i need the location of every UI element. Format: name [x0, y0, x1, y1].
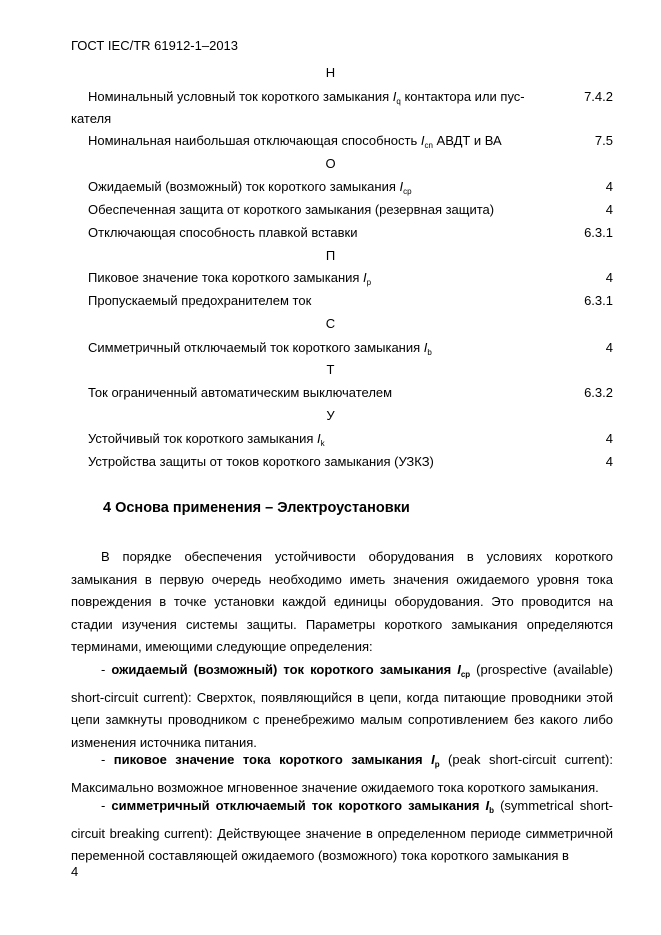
- index-entry: [88, 431, 613, 447]
- index-entry: [88, 89, 613, 105]
- entry-text: Пропускаемый предохранителем ток: [88, 293, 312, 308]
- definition-term: пиковое значение тока короткого замыкания: [113, 752, 432, 767]
- entry-text: Номинальный условный ток короткого замыкания $I_q$ контактора или пус-: [88, 89, 525, 106]
- index-entry: [88, 340, 613, 356]
- entry-page-ref: 6.3.1: [584, 225, 613, 240]
- entry-page-ref: 4: [605, 202, 613, 217]
- entry-text: Устойчивый ток короткого замыкания $I_k$: [88, 431, 325, 448]
- entry-page-ref: 7.4.2: [584, 89, 613, 104]
- index-letter-o: О: [325, 156, 336, 171]
- definition-peak-current: - пиковое значение тока короткого замыкания $I_p$ (peak short-circuit current): Максимально возможное мгновенное значение ожидаемого тока короткого замыкания.: [71, 752, 613, 795]
- index-entry-continuation: кателя: [71, 111, 112, 126]
- index-letter-s: С: [325, 316, 336, 331]
- entry-page-ref: 4: [605, 454, 613, 469]
- entry-page-ref: 6.3.2: [584, 385, 613, 400]
- definition-term: ожидаемый (возможный) ток короткого замыкания: [111, 662, 458, 677]
- page-number: 4: [71, 864, 79, 879]
- entry-page-ref: 6.3.1: [584, 293, 613, 308]
- index-entry: [88, 133, 613, 149]
- index-letter-n: Н: [325, 65, 336, 80]
- entry-page-ref: 7.5: [594, 133, 613, 148]
- entry-page-ref: 4: [605, 179, 613, 194]
- definition-symmetrical-breaking-current: - симметричный отключаемый ток короткого замыкания $I_b$ (symmetrical short-circuit breaking current): Действующее значение в определенном периоде симметричной переменной составляющей ожидаемого (возможного) тока короткого замыкания в: [71, 798, 613, 864]
- entry-page-ref: 4: [605, 340, 613, 355]
- entry-text: Номинальная наибольшая отключающая способность $I_{cn}$ АВДТ и ВА: [88, 133, 502, 150]
- index-entry: [88, 225, 613, 241]
- index-letter-t: Т: [326, 362, 335, 377]
- entry-text: Обеспеченная защита от короткого замыкания (резервная защита): [88, 202, 495, 217]
- index-entry: [88, 202, 613, 218]
- index-entry: [88, 385, 613, 401]
- page-header: ГОСТ IEC/TR 61912-1–2013: [71, 38, 239, 53]
- index-letter-p: П: [325, 248, 336, 263]
- section-heading: 4 Основа применения – Электроустановки: [103, 500, 410, 516]
- index-entry: [88, 454, 613, 470]
- index-letter-u: У: [326, 408, 335, 423]
- definition-prospective-current: - ожидаемый (возможный) ток короткого замыкания $I_{cp}$ (prospective (available) short-circuit current): Сверхток, появляющийся в цепи, когда питающие проводники этой цепи замкнуты проводником с пренебрежимо малым сопротивлением без какого либо изменения источника питания.: [71, 662, 613, 750]
- entry-page-ref: 4: [605, 270, 613, 285]
- index-entry: [88, 179, 613, 195]
- entry-text: Устройства защиты от токов короткого замыкания (УЗКЗ): [88, 454, 434, 469]
- index-entry: [88, 270, 613, 286]
- entry-text: Отключающая способность плавкой вставки: [88, 225, 358, 240]
- entry-text: Ожидаемый (возможный) ток короткого замыкания $I_{cp}$: [88, 179, 412, 196]
- entry-text: Пиковое значение тока короткого замыкания $I_p$: [88, 270, 372, 287]
- definition-term: симметричный отключаемый ток короткого замыкания: [111, 798, 486, 813]
- entry-page-ref: 4: [605, 431, 613, 446]
- entry-text: Ток ограниченный автоматическим выключателем: [88, 385, 393, 400]
- entry-text: Симметричный отключаемый ток короткого замыкания $I_b$: [88, 340, 432, 357]
- intro-paragraph: В порядке обеспечения устойчивости оборудования в условиях короткого замыкания в первую очередь необходимо иметь значения ожидаемого уровня тока повреждения в точке установки каждой единицы оборудования. Это проводится на стадии изучения системы защиты. Параметры короткого замыкания определяются терминами, имеющими следующие определения:: [71, 549, 613, 655]
- index-entry: [88, 293, 613, 309]
